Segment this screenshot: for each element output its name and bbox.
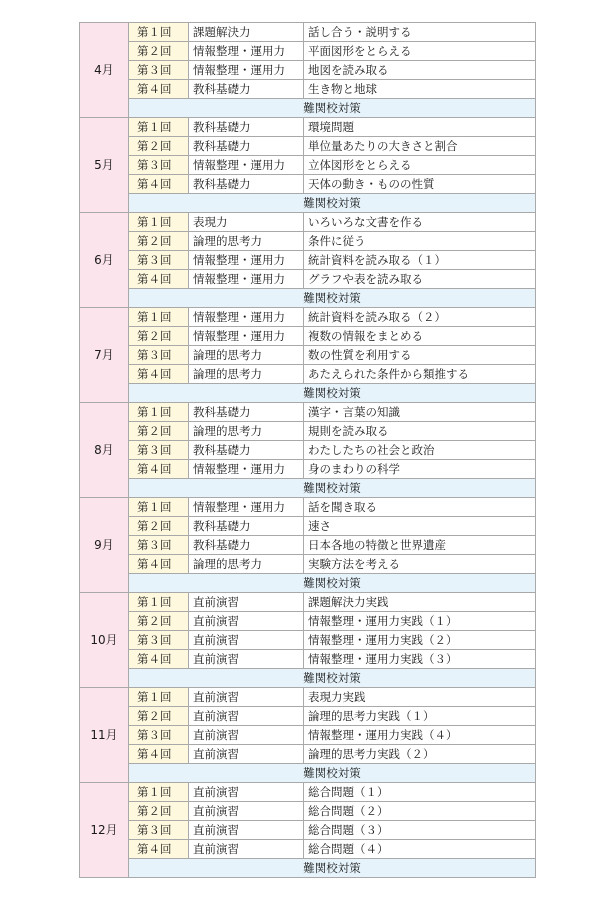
session-topic: 情報整理・運用力実践（１）	[304, 612, 536, 631]
session-number: 第３回	[129, 631, 189, 650]
session-number: 第３回	[129, 821, 189, 840]
table-row	[80, 460, 536, 479]
table-row	[80, 365, 536, 384]
exam-prep-label: 難関校対策	[129, 99, 536, 118]
session-topic: 論理的思考力実践（１）	[304, 707, 536, 726]
table-row	[80, 403, 536, 422]
schedule-table	[79, 22, 536, 878]
session-number: 第２回	[129, 137, 189, 156]
summary-row	[80, 574, 536, 593]
summary-row	[80, 479, 536, 498]
table-row	[80, 517, 536, 536]
table-row	[80, 175, 536, 194]
session-topic: 環境問題	[304, 118, 536, 137]
session-topic: 条件に従う	[304, 232, 536, 251]
session-number: 第４回	[129, 175, 189, 194]
table-row	[80, 346, 536, 365]
session-category: 情報整理・運用力	[189, 156, 304, 175]
session-number: 第４回	[129, 270, 189, 289]
session-category: 直前演習	[189, 593, 304, 612]
table-row	[80, 802, 536, 821]
session-topic: わたしたちの社会と政治	[304, 441, 536, 460]
session-category: 教科基礎力	[189, 403, 304, 422]
table-row	[80, 251, 536, 270]
table-row	[80, 555, 536, 574]
session-topic: 数の性質を利用する	[304, 346, 536, 365]
session-number: 第２回	[129, 422, 189, 441]
table-row	[80, 327, 536, 346]
session-number: 第１回	[129, 593, 189, 612]
session-topic: 総合問題（２）	[304, 802, 536, 821]
session-topic: 速さ	[304, 517, 536, 536]
session-category: 直前演習	[189, 612, 304, 631]
exam-prep-label: 難関校対策	[129, 194, 536, 213]
session-number: 第４回	[129, 80, 189, 99]
table-row	[80, 308, 536, 327]
session-category: 論理的思考力	[189, 232, 304, 251]
table-row	[80, 536, 536, 555]
session-number: 第３回	[129, 251, 189, 270]
session-topic: グラフや表を読み取る	[304, 270, 536, 289]
exam-prep-label: 難関校対策	[129, 479, 536, 498]
table-row	[80, 783, 536, 802]
summary-row	[80, 669, 536, 688]
exam-prep-label: 難関校対策	[129, 289, 536, 308]
session-category: 情報整理・運用力	[189, 327, 304, 346]
session-category: 論理的思考力	[189, 555, 304, 574]
month-label: 6月	[80, 213, 129, 308]
session-category: 表現力	[189, 213, 304, 232]
session-number: 第２回	[129, 802, 189, 821]
exam-prep-label: 難関校対策	[129, 574, 536, 593]
table-row	[80, 498, 536, 517]
table-row	[80, 270, 536, 289]
session-category: 情報整理・運用力	[189, 61, 304, 80]
session-category: 教科基礎力	[189, 175, 304, 194]
session-number: 第４回	[129, 460, 189, 479]
table-row	[80, 726, 536, 745]
session-category: 直前演習	[189, 840, 304, 859]
session-number: 第４回	[129, 840, 189, 859]
session-number: 第３回	[129, 536, 189, 555]
session-category: 情報整理・運用力	[189, 308, 304, 327]
session-category: 論理的思考力	[189, 422, 304, 441]
session-topic: 天体の動き・ものの性質	[304, 175, 536, 194]
table-row	[80, 593, 536, 612]
table-row	[80, 631, 536, 650]
session-topic: 話し合う・説明する	[304, 23, 536, 42]
session-number: 第２回	[129, 327, 189, 346]
session-category: 情報整理・運用力	[189, 460, 304, 479]
session-number: 第２回	[129, 517, 189, 536]
session-number: 第２回	[129, 612, 189, 631]
session-topic: 課題解決力実践	[304, 593, 536, 612]
session-topic: 総合問題（１）	[304, 783, 536, 802]
table-row	[80, 80, 536, 99]
session-topic: 漢字・言葉の知識	[304, 403, 536, 422]
session-category: 教科基礎力	[189, 137, 304, 156]
session-category: 直前演習	[189, 707, 304, 726]
session-topic: 複数の情報をまとめる	[304, 327, 536, 346]
session-number: 第１回	[129, 403, 189, 422]
table-row	[80, 61, 536, 80]
session-topic: 地図を読み取る	[304, 61, 536, 80]
session-number: 第３回	[129, 156, 189, 175]
session-topic: 情報整理・運用力実践（２）	[304, 631, 536, 650]
table-row	[80, 232, 536, 251]
session-number: 第４回	[129, 555, 189, 574]
session-number: 第１回	[129, 213, 189, 232]
summary-row	[80, 194, 536, 213]
session-number: 第４回	[129, 365, 189, 384]
session-category: 直前演習	[189, 726, 304, 745]
session-topic: 身のまわりの科学	[304, 460, 536, 479]
session-number: 第２回	[129, 707, 189, 726]
session-topic: 統計資料を読み取る（１）	[304, 251, 536, 270]
table-row	[80, 821, 536, 840]
session-topic: 立体図形をとらえる	[304, 156, 536, 175]
session-category: 教科基礎力	[189, 80, 304, 99]
month-label: 4月	[80, 23, 129, 118]
session-category: 情報整理・運用力	[189, 251, 304, 270]
session-topic: 表現力実践	[304, 688, 536, 707]
session-category: 教科基礎力	[189, 517, 304, 536]
session-number: 第１回	[129, 118, 189, 137]
summary-row	[80, 859, 536, 878]
session-number: 第４回	[129, 745, 189, 764]
table-row	[80, 137, 536, 156]
month-label: 8月	[80, 403, 129, 498]
session-category: 教科基礎力	[189, 441, 304, 460]
session-category: 教科基礎力	[189, 536, 304, 555]
session-topic: 実験方法を考える	[304, 555, 536, 574]
session-number: 第２回	[129, 232, 189, 251]
session-category: 直前演習	[189, 783, 304, 802]
session-topic: 単位量あたりの大きさと割合	[304, 137, 536, 156]
month-label: 10月	[80, 593, 129, 688]
session-category: 教科基礎力	[189, 118, 304, 137]
summary-row	[80, 384, 536, 403]
month-label: 9月	[80, 498, 129, 593]
table-row	[80, 688, 536, 707]
table-row	[80, 118, 536, 137]
session-topic: 規則を読み取る	[304, 422, 536, 441]
session-category: 直前演習	[189, 631, 304, 650]
session-number: 第１回	[129, 23, 189, 42]
session-number: 第４回	[129, 650, 189, 669]
table-row	[80, 441, 536, 460]
session-topic: いろいろな文書を作る	[304, 213, 536, 232]
session-topic: 平面図形をとらえる	[304, 42, 536, 61]
session-category: 直前演習	[189, 650, 304, 669]
session-number: 第３回	[129, 61, 189, 80]
table-row	[80, 213, 536, 232]
schedule-body	[80, 23, 536, 878]
table-row	[80, 745, 536, 764]
summary-row	[80, 99, 536, 118]
session-topic: 話を聞き取る	[304, 498, 536, 517]
session-number: 第１回	[129, 498, 189, 517]
month-label: 11月	[80, 688, 129, 783]
exam-prep-label: 難関校対策	[129, 669, 536, 688]
session-topic: 情報整理・運用力実践（４）	[304, 726, 536, 745]
session-topic: 統計資料を読み取る（２）	[304, 308, 536, 327]
session-number: 第３回	[129, 441, 189, 460]
session-category: 情報整理・運用力	[189, 498, 304, 517]
session-category: 論理的思考力	[189, 346, 304, 365]
month-label: 5月	[80, 118, 129, 213]
session-category: 情報整理・運用力	[189, 270, 304, 289]
session-category: 論理的思考力	[189, 365, 304, 384]
session-category: 直前演習	[189, 745, 304, 764]
session-number: 第１回	[129, 783, 189, 802]
session-topic: 論理的思考力実践（２）	[304, 745, 536, 764]
table-row	[80, 42, 536, 61]
table-row	[80, 650, 536, 669]
session-topic: 日本各地の特徴と世界遺産	[304, 536, 536, 555]
session-topic: 情報整理・運用力実践（３）	[304, 650, 536, 669]
month-label: 7月	[80, 308, 129, 403]
table-row	[80, 23, 536, 42]
table-row	[80, 422, 536, 441]
table-row	[80, 612, 536, 631]
session-category: 直前演習	[189, 802, 304, 821]
session-number: 第３回	[129, 726, 189, 745]
summary-row	[80, 289, 536, 308]
exam-prep-label: 難関校対策	[129, 764, 536, 783]
exam-prep-label: 難関校対策	[129, 384, 536, 403]
session-topic: あたえられた条件から類推する	[304, 365, 536, 384]
session-topic: 総合問題（４）	[304, 840, 536, 859]
table-row	[80, 156, 536, 175]
session-number: 第１回	[129, 688, 189, 707]
session-number: 第２回	[129, 42, 189, 61]
table-row	[80, 707, 536, 726]
table-row	[80, 840, 536, 859]
month-label: 12月	[80, 783, 129, 878]
session-category: 課題解決力	[189, 23, 304, 42]
session-category: 直前演習	[189, 688, 304, 707]
session-topic: 総合問題（３）	[304, 821, 536, 840]
session-number: 第１回	[129, 308, 189, 327]
session-category: 直前演習	[189, 821, 304, 840]
exam-prep-label: 難関校対策	[129, 859, 536, 878]
session-topic: 生き物と地球	[304, 80, 536, 99]
summary-row	[80, 764, 536, 783]
session-number: 第３回	[129, 346, 189, 365]
session-category: 情報整理・運用力	[189, 42, 304, 61]
